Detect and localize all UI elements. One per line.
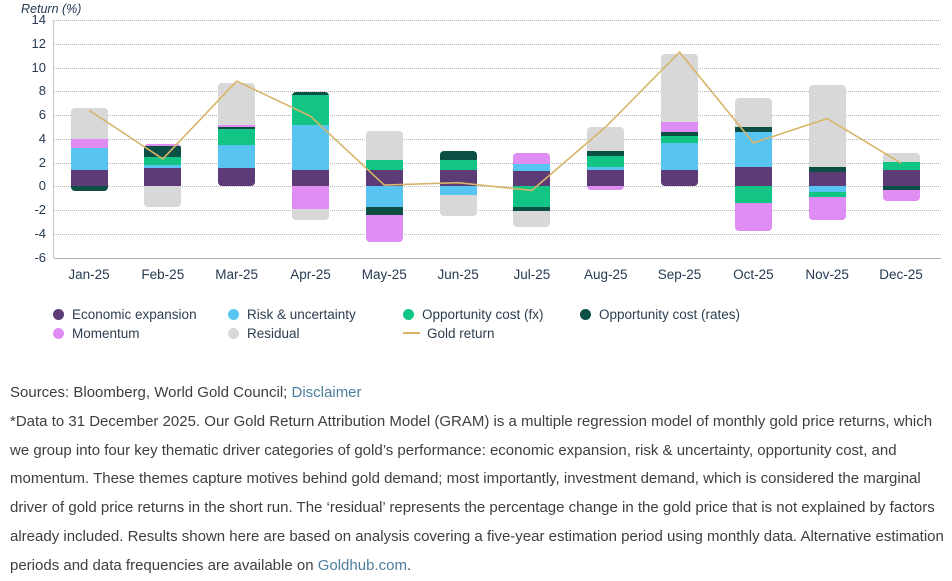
bar-segment-economic-expansion — [513, 171, 550, 186]
bar-segment-opportunity-cost-fx — [218, 129, 255, 144]
legend-item-economic-expansion[interactable] — [53, 306, 197, 322]
bar-segment-opportunity-cost-rates — [292, 92, 329, 94]
sources-text: Sources: Bloomberg, World Gold Council; — [10, 384, 292, 401]
bar-segment-momentum — [144, 144, 181, 146]
disclaimer-link[interactable]: Disclaimer — [291, 384, 362, 401]
bar-may-25 — [366, 131, 403, 242]
legend-label-gold-return: Gold return — [427, 325, 495, 341]
bar-segment-risk-uncertainty — [587, 167, 624, 171]
legend-item-momentum[interactable] — [53, 325, 140, 341]
sources-line — [10, 379, 944, 408]
bar-segment-risk-uncertainty — [366, 186, 403, 207]
bar-segment-risk-uncertainty — [661, 143, 698, 170]
y-tick-label: 6 — [38, 107, 46, 122]
bar-segment-momentum — [809, 197, 846, 220]
legend-item-gold-return[interactable] — [403, 325, 495, 341]
bar-segment-risk-uncertainty — [292, 125, 329, 170]
bar-segment-residual — [71, 108, 108, 139]
legend-item-opportunity-cost-fx[interactable] — [403, 306, 544, 322]
bar-segment-residual — [440, 195, 477, 216]
bar-segment-opportunity-cost-rates — [735, 127, 772, 131]
x-tick-label-sep-25: Sep-25 — [657, 267, 702, 282]
bar-segment-economic-expansion — [366, 170, 403, 186]
bar-segment-momentum — [661, 122, 698, 132]
x-tick-label-dec-25: Dec-25 — [879, 267, 923, 282]
legend-item-residual[interactable] — [228, 325, 300, 341]
x-tick-label-jun-25: Jun-25 — [437, 267, 479, 282]
legend-dot-momentum — [53, 328, 64, 339]
y-tick-label: -2 — [34, 202, 46, 217]
bar-segment-opportunity-cost-rates — [809, 167, 846, 172]
legend-label-momentum: Momentum — [72, 325, 140, 341]
legend-dot-residual — [228, 328, 239, 339]
bar-segment-opportunity-cost-fx — [513, 186, 550, 207]
bar-segment-risk-uncertainty — [513, 164, 550, 171]
bar-segment-residual — [366, 131, 403, 160]
bar-segment-economic-expansion — [292, 170, 329, 186]
gridline--6 — [54, 258, 941, 259]
gridline--4 — [54, 234, 941, 235]
footer-notes — [10, 379, 944, 581]
legend-item-risk-uncertainty[interactable] — [228, 306, 356, 322]
bar-segment-residual — [292, 209, 329, 220]
x-tick-label-nov-25: Nov-25 — [805, 267, 849, 282]
bar-segment-economic-expansion — [587, 170, 624, 186]
bar-segment-economic-expansion — [440, 170, 477, 187]
bar-apr-25 — [292, 92, 329, 220]
gridline-14 — [54, 20, 941, 21]
legend-dot-opportunity-cost-fx — [403, 309, 414, 320]
bar-segment-economic-expansion — [144, 168, 181, 186]
y-tick-label: -6 — [34, 249, 46, 265]
x-tick-label-apr-25: Apr-25 — [290, 267, 331, 282]
y-axis-title: Return (%) — [21, 2, 82, 16]
y-tick-label: 4 — [38, 130, 46, 146]
bar-segment-residual — [513, 211, 550, 227]
bar-segment-economic-expansion — [735, 167, 772, 187]
bar-nov-25 — [809, 85, 846, 220]
x-tick-label-aug-25: Aug-25 — [583, 267, 628, 282]
bar-segment-opportunity-cost-rates — [71, 186, 108, 191]
legend-label-risk-uncertainty: Risk & uncertainty — [247, 306, 356, 322]
bar-segment-economic-expansion — [883, 170, 920, 186]
bar-segment-momentum — [218, 125, 255, 127]
bar-segment-risk-uncertainty — [218, 145, 255, 169]
legend-item-opportunity-cost-rates[interactable] — [580, 306, 740, 322]
legend-label-opportunity-cost-rates: Opportunity cost (rates) — [599, 306, 741, 322]
bar-segment-momentum — [71, 139, 108, 149]
bar-segment-economic-expansion — [809, 172, 846, 186]
bar-segment-opportunity-cost-rates — [144, 146, 181, 157]
x-tick-label-mar-25: Mar-25 — [215, 267, 258, 282]
bar-segment-risk-uncertainty — [144, 165, 181, 168]
bar-feb-25 — [144, 144, 181, 208]
note-text: *Data to 31 December 2025. Our Gold Return Attribution Model (GRAM) is a multiple regression model of monthly gold price returns, which we group into four key thematic driver categories of gold’s performance: economic expansion, risk & uncertainty, opportunity cost, and momentum. These themes capture motives behind gold demand; most importantly, investment demand, which is considered the marginal driver of gold price returns in the short run. The ‘residual’ represents the percentage change in the gold price that is not explained by factors already included. Results shown here are based on analysis covering a five-year estimation period using monthly data. Alternative estimation periods and data frequencies are available on — [10, 412, 944, 574]
bar-segment-opportunity-cost-rates — [587, 151, 624, 156]
bar-segment-opportunity-cost-rates — [661, 132, 698, 136]
legend-dot-risk-uncertainty — [228, 309, 239, 320]
bar-segment-opportunity-cost-fx — [366, 160, 403, 170]
y-tick-label: 12 — [31, 35, 46, 51]
y-tick-label: 2 — [38, 154, 46, 170]
x-tick-label-jan-25: Jan-25 — [68, 267, 110, 282]
x-tick-label-oct-25: Oct-25 — [733, 267, 774, 282]
bar-segment-opportunity-cost-fx — [144, 157, 181, 165]
goldhub-link[interactable]: Goldhub.com — [317, 556, 407, 574]
bar-segment-opportunity-cost-fx — [735, 186, 772, 203]
bar-segment-residual — [661, 54, 698, 122]
bar-segment-risk-uncertainty — [735, 132, 772, 167]
bar-segment-residual — [809, 85, 846, 167]
bar-segment-opportunity-cost-rates — [218, 127, 255, 129]
bar-segment-momentum — [292, 186, 329, 209]
gridline-10 — [54, 68, 941, 69]
bar-jul-25 — [513, 153, 550, 227]
bar-segment-economic-expansion — [71, 170, 108, 187]
bar-segment-opportunity-cost-fx — [292, 95, 329, 125]
x-tick-label-may-25: May-25 — [361, 267, 407, 282]
bar-aug-25 — [587, 127, 624, 189]
bar-segment-residual — [735, 98, 772, 127]
bar-mar-25 — [218, 83, 255, 186]
legend-dot-economic-expansion — [53, 309, 64, 320]
legend-line-marker-gold-return — [403, 332, 420, 334]
bar-segment-opportunity-cost-fx — [883, 162, 920, 170]
gridline-12 — [54, 44, 941, 45]
note-suffix: . — [406, 556, 412, 574]
y-tick-label: 8 — [38, 83, 46, 99]
y-tick-label: 0 — [38, 178, 46, 194]
legend-label-residual: Residual — [247, 325, 300, 341]
bar-segment-momentum — [883, 190, 920, 201]
bar-sep-25 — [661, 54, 698, 186]
bar-segment-opportunity-cost-rates — [366, 207, 403, 215]
bar-segment-opportunity-cost-rates — [440, 151, 477, 160]
legend-label-economic-expansion: Economic expansion — [72, 306, 197, 322]
bar-dec-25 — [883, 153, 920, 201]
bar-jan-25 — [71, 108, 108, 191]
bar-jun-25 — [440, 151, 477, 216]
y-tick-label: 10 — [31, 59, 46, 75]
x-tick-label-feb-25: Feb-25 — [141, 267, 185, 282]
bar-segment-residual — [587, 127, 624, 151]
bar-segment-residual — [144, 186, 181, 207]
bar-segment-opportunity-cost-fx — [440, 160, 477, 170]
bar-oct-25 — [735, 98, 772, 231]
legend-label-opportunity-cost-fx: Opportunity cost (fx) — [422, 306, 544, 322]
bar-segment-opportunity-cost-fx — [587, 156, 624, 167]
bar-segment-momentum — [587, 186, 624, 190]
bar-segment-momentum — [513, 153, 550, 164]
bar-segment-risk-uncertainty — [71, 148, 108, 169]
bar-segment-residual — [218, 83, 255, 125]
legend-dot-opportunity-cost-rates — [580, 309, 591, 320]
y-tick-label: -4 — [34, 225, 46, 241]
y-tick-label: 14 — [31, 12, 46, 27]
bar-segment-economic-expansion — [218, 168, 255, 186]
bar-segment-risk-uncertainty — [440, 186, 477, 194]
x-tick-label-jul-25: Jul-25 — [513, 267, 551, 282]
methodology-note — [10, 408, 944, 581]
bar-segment-opportunity-cost-fx — [661, 136, 698, 143]
bar-segment-momentum — [366, 215, 403, 242]
bar-segment-economic-expansion — [661, 170, 698, 187]
bar-segment-momentum — [735, 203, 772, 232]
bar-segment-residual — [883, 153, 920, 162]
